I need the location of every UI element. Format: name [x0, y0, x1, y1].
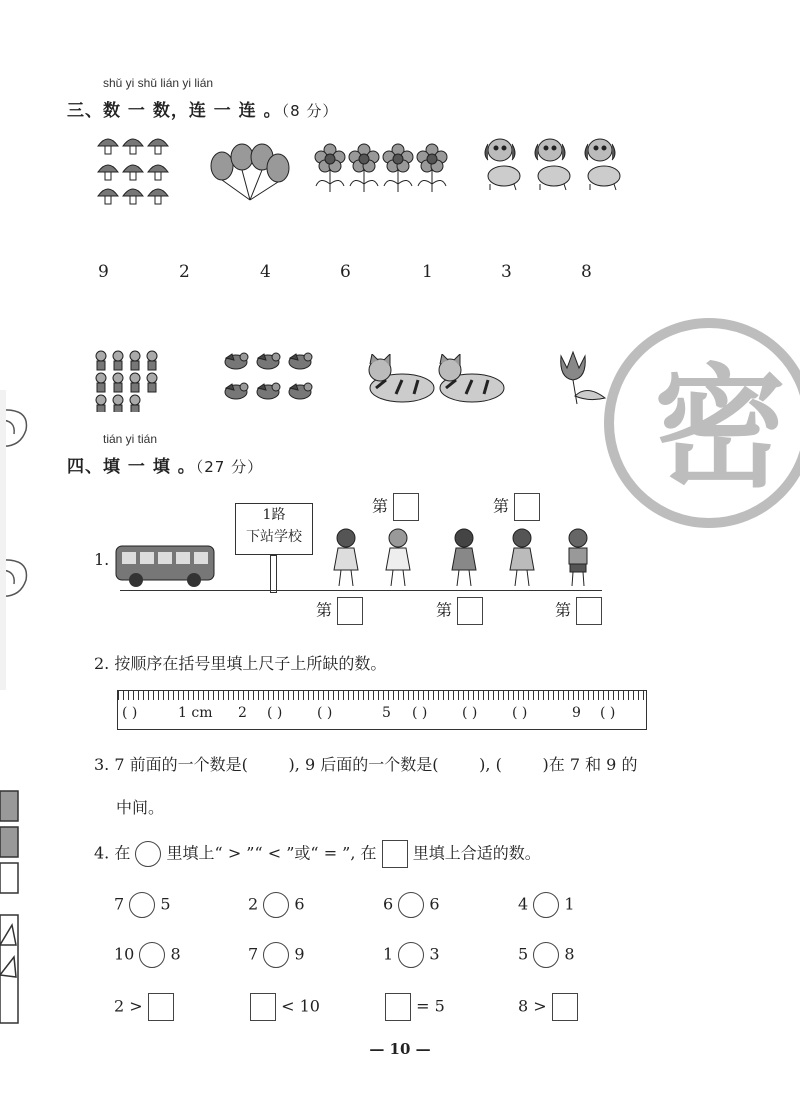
- right-number: 3: [429, 944, 440, 964]
- section3-title-text: 三、数 一 数，连 一 连 。: [67, 101, 282, 121]
- child-group: [94, 350, 162, 412]
- left-number: 7: [248, 944, 259, 964]
- compare-circle[interactable]: [129, 892, 155, 918]
- section4-score: （27 分）: [195, 458, 264, 476]
- di-label: 第: [372, 496, 389, 516]
- section3-title: [67, 96, 338, 121]
- ruler-cell: 1 cm: [178, 705, 213, 721]
- compare-circle[interactable]: [533, 892, 559, 918]
- cat-icon: [369, 354, 504, 402]
- girl-icon: [334, 529, 358, 586]
- puppy-group: [478, 136, 628, 196]
- fill-prefix: 8 >: [518, 996, 547, 1016]
- ordinal-bottom-3: [555, 597, 602, 625]
- bus-icon: [114, 542, 218, 588]
- sign-route: 1路: [262, 507, 286, 523]
- fill-item: [250, 993, 320, 1021]
- section3-score: （8 分）: [281, 102, 339, 120]
- ruler-cell[interactable]: ( ): [267, 705, 283, 721]
- right-number: 1: [564, 894, 575, 914]
- ordinal-top-1: [372, 493, 419, 521]
- compare-circle[interactable]: [398, 892, 424, 918]
- q4-text-c: 里填上合适的数。: [412, 843, 541, 863]
- ruler-cell[interactable]: ( ): [462, 705, 478, 721]
- page-number: — 10 —: [369, 1040, 431, 1058]
- left-edge-fragments: [0, 390, 34, 690]
- mushroom-icon: [98, 139, 168, 204]
- ruler-ticks: [118, 691, 646, 700]
- confidential-stamp: [604, 318, 800, 528]
- circle-symbol: [135, 841, 161, 867]
- children-line: [330, 526, 600, 590]
- ruler-cell: 2: [238, 705, 247, 721]
- answer-box[interactable]: [337, 597, 363, 625]
- fill-item: [114, 993, 174, 1021]
- number-6: 3: [501, 262, 512, 282]
- ruler-cell[interactable]: ( ): [512, 705, 528, 721]
- fill-box[interactable]: [250, 993, 276, 1021]
- fill-box[interactable]: [148, 993, 174, 1021]
- compare-item: [518, 942, 575, 968]
- number-4: 6: [340, 262, 351, 282]
- number-1: 9: [98, 262, 109, 282]
- number-2: 2: [179, 262, 190, 282]
- tulip-icon: [561, 352, 605, 404]
- section4-pinyin: tián yi tián: [103, 432, 158, 446]
- flower-icon: [315, 144, 447, 192]
- right-number: 6: [294, 894, 305, 914]
- compare-circle[interactable]: [263, 892, 289, 918]
- right-number: 8: [564, 944, 575, 964]
- fill-box[interactable]: [385, 993, 411, 1021]
- left-number: 1: [383, 944, 394, 964]
- bus-stop-sign: [235, 503, 313, 555]
- compare-item: [114, 892, 171, 918]
- number-7: 8: [581, 262, 592, 282]
- girl-icon: [452, 529, 476, 586]
- fill-item: [518, 993, 578, 1021]
- mushroom-group: [96, 134, 176, 210]
- compare-item: [383, 942, 440, 968]
- left-number: 5: [518, 944, 529, 964]
- section4-title-text: 四、填 一 填 。: [67, 457, 196, 477]
- fill-suffix: < 10: [281, 996, 320, 1016]
- compare-item: [248, 892, 305, 918]
- flower-group: [312, 140, 454, 196]
- fill-prefix: 2 >: [114, 996, 143, 1016]
- ordinal-bottom-2: [436, 597, 483, 625]
- answer-box[interactable]: [576, 597, 602, 625]
- tulip: [553, 348, 609, 406]
- section4-title: [67, 452, 263, 477]
- q4-text-b: 里填上“ > ”“ < ”或“ = ”, 在: [166, 843, 377, 863]
- fill-box[interactable]: [552, 993, 578, 1021]
- di-label: 第: [555, 600, 572, 620]
- fill-suffix: = 5: [416, 996, 445, 1016]
- balloon-icon: [211, 144, 289, 200]
- sign-pole: [270, 555, 277, 593]
- ordinal-top-2: [493, 493, 540, 521]
- bird-group: [224, 350, 324, 410]
- compare-item: [383, 892, 440, 918]
- q4-text-a: 4. 在: [94, 843, 131, 863]
- left-number: 4: [518, 894, 529, 914]
- fill-item: [385, 993, 445, 1021]
- compare-circle[interactable]: [398, 942, 424, 968]
- ruler-cell[interactable]: ( ): [122, 705, 138, 721]
- compare-circle[interactable]: [139, 942, 165, 968]
- boy-icon: [569, 529, 587, 586]
- q4-instruction: [94, 840, 541, 868]
- right-number: 9: [294, 944, 305, 964]
- answer-box[interactable]: [514, 493, 540, 521]
- child-icon: [96, 351, 157, 412]
- stamp-character: 密: [654, 352, 786, 506]
- di-label: 第: [316, 600, 333, 620]
- q2-text: 2. 按顺序在括号里填上尺子上所缺的数。: [94, 654, 387, 673]
- number-3: 4: [260, 262, 271, 282]
- answer-box[interactable]: [457, 597, 483, 625]
- left-number: 2: [248, 894, 259, 914]
- ruler-cell: 9: [572, 705, 581, 721]
- bird-icon: [225, 353, 312, 399]
- ruler-cell[interactable]: ( ): [412, 705, 428, 721]
- compare-item: [248, 942, 305, 968]
- ruler: [117, 690, 647, 730]
- right-number: 6: [429, 894, 440, 914]
- compare-circle[interactable]: [263, 942, 289, 968]
- ordinal-bottom-1: [316, 597, 363, 625]
- ground-line: [120, 590, 602, 591]
- right-number: 5: [160, 894, 171, 914]
- box-symbol: [382, 840, 408, 868]
- puppy-icon: [485, 139, 620, 190]
- ruler-cell: 5: [382, 705, 391, 721]
- ruler-cell[interactable]: ( ): [600, 705, 616, 721]
- ruler-cell[interactable]: ( ): [317, 705, 333, 721]
- q1-index: 1.: [94, 550, 110, 569]
- di-label: 第: [436, 600, 453, 620]
- q3-line1: 3. 7 前面的一个数是( ), 9 后面的一个数是( ), ( )在 7 和 9 的: [94, 755, 638, 774]
- cat-group: [366, 354, 506, 406]
- right-number: 8: [170, 944, 181, 964]
- di-label: 第: [493, 496, 510, 516]
- left-number: 7: [114, 894, 125, 914]
- left-number: 10: [114, 944, 135, 964]
- balloon-group: [210, 142, 290, 202]
- q3-line2: 中间。: [116, 798, 165, 817]
- left-number: 6: [383, 894, 394, 914]
- girl-icon: [510, 529, 534, 586]
- number-5: 1: [422, 262, 433, 282]
- compare-circle[interactable]: [533, 942, 559, 968]
- compare-item: [114, 942, 181, 968]
- sign-next-stop: 下站学校: [246, 529, 302, 545]
- girl-icon: [386, 529, 410, 586]
- section3-pinyin: shǔ yi shǔ lián yi lián: [103, 76, 214, 90]
- answer-box[interactable]: [393, 493, 419, 521]
- compare-item: [518, 892, 575, 918]
- left-edge-shapes: [0, 785, 20, 1025]
